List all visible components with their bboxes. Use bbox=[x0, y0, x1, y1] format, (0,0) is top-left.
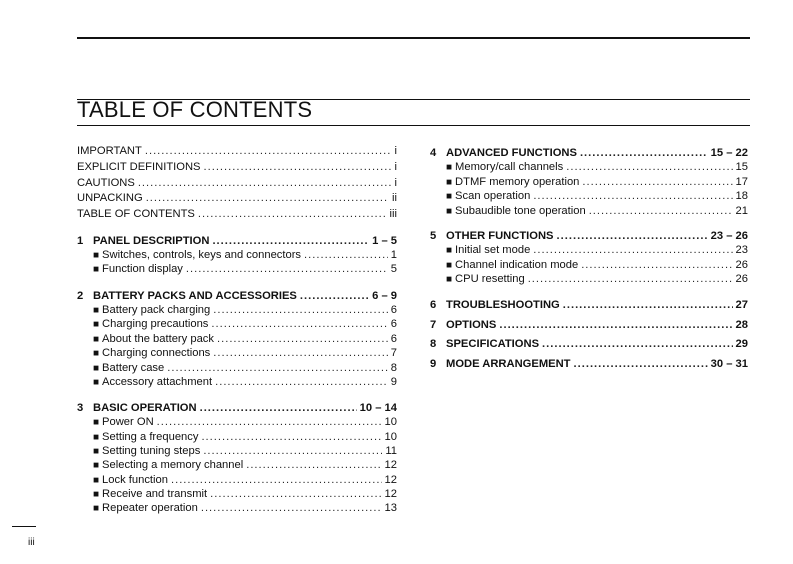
square-bullet-icon: ■ bbox=[446, 274, 453, 285]
toc-item[interactable]: ■ Selecting a memory channel ..... 12 bbox=[93, 459, 397, 471]
toc-entry[interactable]: CAUTIONS ..... i bbox=[77, 177, 397, 189]
square-bullet-icon: ■ bbox=[93, 503, 100, 514]
square-bullet-icon: ■ bbox=[93, 264, 100, 275]
toc-item[interactable]: ■ Charging precautions ..... 6 bbox=[93, 318, 397, 330]
square-bullet-icon: ■ bbox=[93, 475, 100, 486]
toc-item[interactable]: ■ Setting a frequency ..... 10 bbox=[93, 431, 397, 443]
square-bullet-icon: ■ bbox=[93, 446, 100, 457]
square-bullet-icon: ■ bbox=[446, 206, 453, 217]
toc-item[interactable]: ■ Accessory attachment ..... 9 bbox=[93, 376, 397, 388]
square-bullet-icon: ■ bbox=[93, 432, 100, 443]
toc-item[interactable]: ■ Memory/call channels ..... 15 bbox=[446, 161, 748, 173]
toc-section[interactable]: 9 MODE ARRANGEMENT ..... 30 – 31 bbox=[430, 358, 748, 370]
title-underline bbox=[77, 125, 750, 126]
toc-section[interactable]: 4 ADVANCED FUNCTIONS ..... 15 – 22 bbox=[430, 147, 748, 159]
square-bullet-icon: ■ bbox=[93, 250, 100, 261]
toc-item[interactable]: ■ Subaudible tone operation ..... 21 bbox=[446, 205, 748, 217]
toc-item[interactable]: ■ Battery pack charging ..... 6 bbox=[93, 304, 397, 316]
toc-item[interactable]: ■ Power ON ..... 10 bbox=[93, 416, 397, 428]
square-bullet-icon: ■ bbox=[446, 245, 453, 256]
toc-section[interactable]: 8 SPECIFICATIONS ..... 29 bbox=[430, 338, 748, 350]
toc-entry[interactable]: UNPACKING ..... ii bbox=[77, 192, 397, 204]
toc-item[interactable]: ■ Battery case ..... 8 bbox=[93, 362, 397, 374]
toc-section[interactable]: 6 TROUBLESHOOTING ..... 27 bbox=[430, 299, 748, 311]
square-bullet-icon: ■ bbox=[93, 460, 100, 471]
toc-section[interactable]: 3 BASIC OPERATION ..... 10 – 14 bbox=[77, 402, 397, 414]
toc-section[interactable]: 5 OTHER FUNCTIONS ..... 23 – 26 bbox=[430, 230, 748, 242]
square-bullet-icon: ■ bbox=[93, 348, 100, 359]
toc-item[interactable]: ■ Receive and transmit ..... 12 bbox=[93, 488, 397, 500]
toc-item[interactable]: ■ Initial set mode ..... 23 bbox=[446, 244, 748, 256]
toc-item[interactable]: ■ DTMF memory operation ..... 17 bbox=[446, 176, 748, 188]
toc-entry[interactable]: TABLE OF CONTENTS ..... iii bbox=[77, 208, 397, 220]
footer-rule bbox=[12, 526, 36, 527]
top-rule bbox=[77, 37, 750, 39]
toc-entry[interactable]: IMPORTANT ..... i bbox=[77, 145, 397, 157]
square-bullet-icon: ■ bbox=[446, 162, 453, 173]
square-bullet-icon: ■ bbox=[446, 191, 453, 202]
square-bullet-icon: ■ bbox=[93, 417, 100, 428]
page-title: TABLE OF CONTENTS bbox=[77, 97, 313, 122]
square-bullet-icon: ■ bbox=[93, 377, 100, 388]
toc-item[interactable]: ■ Charging connections ..... 7 bbox=[93, 347, 397, 359]
toc-item[interactable]: ■ Repeater operation ..... 13 bbox=[93, 502, 397, 514]
toc-section[interactable]: 2 BATTERY PACKS AND ACCESSORIES ..... 6 – 9 bbox=[77, 290, 397, 302]
square-bullet-icon: ■ bbox=[93, 319, 100, 330]
square-bullet-icon: ■ bbox=[93, 305, 100, 316]
square-bullet-icon: ■ bbox=[446, 177, 453, 188]
toc-item[interactable]: ■ Function display ..... 5 bbox=[93, 263, 397, 275]
toc-item[interactable]: ■ About the battery pack ..... 6 bbox=[93, 333, 397, 345]
toc-entry[interactable]: EXPLICIT DEFINITIONS ..... i bbox=[77, 161, 397, 173]
square-bullet-icon: ■ bbox=[93, 334, 100, 345]
toc-item[interactable]: ■ Channel indication mode ..... 26 bbox=[446, 259, 748, 271]
toc-section[interactable]: 1 PANEL DESCRIPTION ..... 1 – 5 bbox=[77, 235, 397, 247]
square-bullet-icon: ■ bbox=[93, 363, 100, 374]
toc-item[interactable]: ■ Lock function ..... 12 bbox=[93, 474, 397, 486]
page-number: iii bbox=[28, 537, 35, 548]
toc-item[interactable]: ■ Switches, controls, keys and connectors ..... 1 bbox=[93, 249, 397, 261]
toc-item[interactable]: ■ Setting tuning steps ..... 11 bbox=[93, 445, 397, 457]
toc-section[interactable]: 7 OPTIONS ..... 28 bbox=[430, 319, 748, 331]
square-bullet-icon: ■ bbox=[446, 260, 453, 271]
toc-item[interactable]: ■ Scan operation ..... 18 bbox=[446, 190, 748, 202]
toc-item[interactable]: ■ CPU resetting ..... 26 bbox=[446, 273, 748, 285]
square-bullet-icon: ■ bbox=[93, 489, 100, 500]
